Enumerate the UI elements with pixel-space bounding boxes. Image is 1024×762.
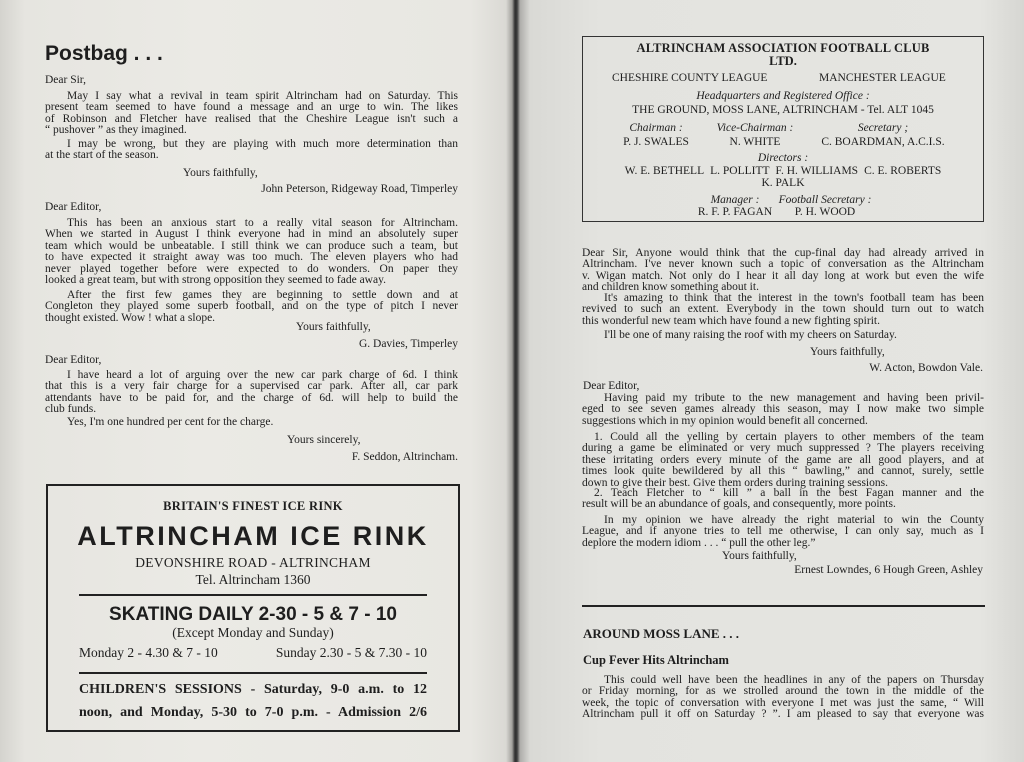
letter-signature: Ernest Lowndes, 6 Hough Green, Ashley <box>794 564 983 576</box>
letter-closing: Yours faithfully, <box>722 550 797 562</box>
officer-name: P. J. SWALES <box>623 136 689 148</box>
letter-line: these irritating orders every minute of the game are all good players, and at <box>582 453 984 466</box>
letter-line: This has been an anxious start to a really vital season for Altrincham. <box>67 217 458 229</box>
ice-rink-advert <box>46 484 460 732</box>
letter-line: After the first few games they are beginning to settle down and at <box>67 289 458 301</box>
letter-line: May I say what a revival in team spirit Altrincham had on Saturday. This <box>67 90 458 102</box>
letter-line: When we started in August I think everyone had in mind an absolutely super <box>45 228 458 241</box>
director-name: K. PALK <box>761 177 805 189</box>
advert-name: ALTRINCHAM ICE RINK <box>77 521 429 551</box>
letter-line: I have heard a lot of arguing over the new car park charge of 6d. I think <box>67 369 458 381</box>
letter-line: this wonderful new team which have found a new fighting spirit. <box>582 314 880 327</box>
officer-chairman <box>596 121 716 149</box>
letter-line: v. Wigan match. Not only do I hear it all day long at work but even the wife <box>582 269 984 282</box>
letter-line: League, and if anyone tries to tell me otherwise, I can only say, much as I <box>582 525 984 538</box>
letter-line: attendants have to be paid for, and the charge of 6d. will help to build the <box>45 391 458 404</box>
letter-line: and children know something about it. <box>582 281 759 294</box>
section-paragraph <box>582 675 984 721</box>
director-name: F. H. WILLIAMS <box>775 165 859 177</box>
letter-line: during a game be eliminated or very much suppressed ? The players receiving <box>582 442 984 455</box>
director-name: C. E. ROBERTS <box>864 165 942 177</box>
letter-paragraph <box>45 290 458 324</box>
letter-line: “ pushover ” as they imagined. <box>45 124 187 137</box>
letter-paragraph <box>582 248 984 294</box>
letter-line: 2. Teach Fletcher to “ kill ” a ball in the best Fagan manner and the <box>594 487 984 499</box>
divider <box>79 594 427 596</box>
divider <box>582 605 985 607</box>
divider <box>79 672 427 674</box>
letter-line: that this is a very fair charge for a supervised car park. After all, car park <box>45 380 458 393</box>
letter-line: result will be an abundance of goals, and consequently, more points. <box>582 498 896 511</box>
officer-name: R. F. P. FAGAN <box>697 206 773 218</box>
letter-signature: G. Davies, Timperley <box>358 338 458 350</box>
letter-line: team which would be unbeatable. I still think we can produce such a team, but <box>45 239 458 252</box>
letter-line: I'll be one of many raising the roof with my cheers on Saturday. <box>604 329 897 341</box>
section-line: or Friday morning, for as we strolled around the town in the middle of the <box>582 685 984 698</box>
officer-role: Vice-Chairman : <box>716 122 794 134</box>
section-line: This could well have been the headlines in any of the papers on Thursday <box>604 674 984 686</box>
letter-line: suggestions which in my opinion would benefit all concerned. <box>582 414 868 427</box>
letter-line: I may be wrong, but they are playing with much more determination than <box>67 138 458 150</box>
letter-line: present team seemed to have found a message and an urge to win. The likes <box>45 101 458 114</box>
officer-role: Manager : <box>710 194 760 206</box>
letter-line: revived to such an extent. Everybody in the town should turn out to watch <box>582 303 984 316</box>
directors-list <box>583 165 983 177</box>
letter-salutation: Dear Editor, <box>583 380 640 392</box>
letter-line: Having paid my tribute to the new management and having been privil- <box>604 392 984 404</box>
letter-line: 1. Could all the yelling by certain players to other members of the team <box>594 431 984 443</box>
letter-line: Congleton they played some superb football, and on the type of pitch I never <box>45 300 458 313</box>
letter-salutation: Dear Editor, <box>45 354 102 366</box>
officer-vice-chairman <box>700 121 810 149</box>
section-line: week, the topic of conversation with everyone I met was just the same, “ Will <box>582 696 984 709</box>
officer-name: P. H. WOOD <box>794 206 856 218</box>
letter-line: never played together before were expected to do wonders. On paper they <box>45 262 458 275</box>
officer-role: Secretary ; <box>857 122 909 134</box>
letter-line: looked a great team, but with strong opposition they seemed to fade away. <box>45 273 386 286</box>
letter-line: eged to see seven games already this season, may I now make two simple <box>582 403 984 416</box>
letter-salutation: Dear Editor, <box>45 201 102 213</box>
directors-label: Directors : <box>757 152 809 164</box>
advert-address: DEVONSHIRE ROAD - ALTRINCHAM <box>135 555 371 570</box>
club-details-box <box>582 36 984 222</box>
club-name: ALTRINCHAM ASSOCIATION FOOTBALL CLUB <box>636 41 930 55</box>
advert-children-sessions-line: noon, and Monday, 5-30 to 7-0 p.m. - Admission 2/6 <box>79 705 427 720</box>
officer-role: Chairman : <box>629 122 683 134</box>
letter-paragraph <box>582 293 984 327</box>
letter-closing: Yours faithfully, <box>810 346 885 358</box>
letter-paragraph <box>45 417 458 428</box>
section-heading: AROUND MOSS LANE . . . <box>583 626 740 641</box>
letter-salutation: Dear Sir, <box>45 74 87 86</box>
letter-signature: John Peterson, Ridgeway Road, Timperley <box>261 183 458 195</box>
letter-line: thought existed. Wow ! what a slope. <box>45 311 216 324</box>
letter-line: It's amazing to think that the interest in the town's football team has been <box>604 292 984 304</box>
section-subheading: Cup Fever Hits Altrincham <box>583 653 729 667</box>
letter-paragraph <box>582 393 984 427</box>
postbag-heading: Postbag . . . <box>45 42 163 65</box>
advert-session-times <box>79 645 427 661</box>
advert-children-sessions-line: CHILDREN'S SESSIONS - Saturday, 9-0 a.m. to 12 <box>79 682 427 697</box>
letter-closing: Yours sincerely, <box>287 434 361 446</box>
letter-signature: F. Seddon, Altrincham. <box>351 451 458 463</box>
advert-skating-times: SKATING DAILY 2-30 - 5 & 7 - 10 <box>109 604 397 625</box>
letter-line: Dear Sir, Anyone would think that the cup-final day had already arrived in <box>582 247 984 259</box>
letter-closing: Yours faithfully, <box>183 167 258 179</box>
letter-line: at the start of the season. <box>45 149 159 162</box>
letter-line: club funds. <box>45 403 97 416</box>
letter-line: down to give their best. Give them orders during training sessions. <box>582 476 888 489</box>
letter-line: of Robinson and Fletcher have realised that the Cheshire League isn't such a <box>45 112 458 125</box>
advert-telephone: Tel. Altrincham 1360 <box>195 572 311 587</box>
league-name: CHESHIRE COUNTY LEAGUE <box>612 72 768 84</box>
letter-paragraph <box>45 139 458 162</box>
letter-line: Yes, I'm one hundred per cent for the charge. <box>67 416 274 428</box>
headquarters-address: THE GROUND, MOSS LANE, ALTRINCHAM - Tel. ALT 1045 <box>632 104 934 116</box>
letter-paragraph <box>582 330 984 341</box>
officer-name: N. WHITE <box>729 136 781 148</box>
officer-secretary <box>803 121 963 149</box>
advert-exceptions: (Except Monday and Sunday) <box>172 625 334 640</box>
letter-line: times look quite bewildered by all this “ bawling,” and cannot, surely, settle <box>582 465 984 478</box>
section-line: Altrincham pull it off on Saturday ? ”. I am pleased to say that everyone was <box>582 708 984 721</box>
letter-line: to have expected it straight away was too much. The eleven players who had <box>45 251 458 264</box>
letter-paragraph <box>582 432 984 489</box>
letter-paragraph <box>45 218 458 286</box>
letter-paragraph <box>45 91 458 137</box>
officer-football-secretary <box>765 194 885 218</box>
league-name: MANCHESTER LEAGUE <box>819 72 946 84</box>
letter-signature: W. Acton, Bowdon Vale. <box>869 362 983 374</box>
letter-closing: Yours faithfully, <box>296 321 371 333</box>
director-name: L. POLLITT <box>710 165 770 177</box>
advert-monday-times: Monday 2 - 4.30 & 7 - 10 <box>79 645 218 660</box>
director-name: W. E. BETHELL <box>624 165 705 177</box>
officer-name: C. BOARDMAN, A.C.I.S. <box>821 136 945 148</box>
letter-line: Altrincham. I've never known such a topic of conversation as the Altrincham <box>582 258 984 271</box>
letter-paragraph <box>45 370 458 416</box>
advert-sunday-times: Sunday 2.30 - 5 & 7.30 - 10 <box>275 645 427 660</box>
letter-paragraph <box>582 515 984 549</box>
letter-line: In my opinion we have already the right material to win the County <box>604 514 984 526</box>
club-name-suffix: LTD. <box>769 54 797 68</box>
directors-list <box>583 177 983 189</box>
letter-paragraph <box>582 488 984 511</box>
officer-role: Football Secretary : <box>778 194 872 206</box>
letter-line: deplore the modern idiom . . . “ pull the other leg.” <box>582 536 816 549</box>
headquarters-label: Headquarters and Registered Office : <box>696 90 870 102</box>
advert-tagline: BRITAIN'S FINEST ICE RINK <box>163 499 343 513</box>
